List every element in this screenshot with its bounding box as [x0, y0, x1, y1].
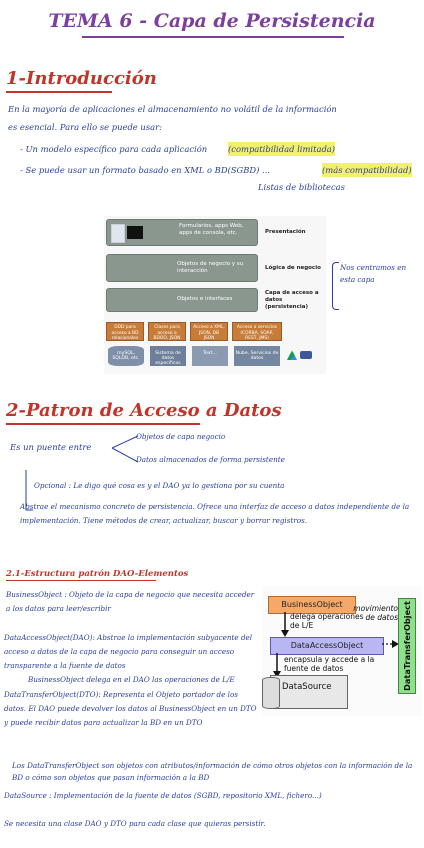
item-dto-note: Los DataTransferObject son objetos con atributos/información de cómo otros objetos con la información de la BD o cómo son objetos que pasan información a la BD	[12, 761, 413, 782]
layer-presentation	[106, 219, 258, 246]
layer-persistence	[106, 288, 258, 312]
store-sql: mySQL, SQLDB, etc.	[108, 346, 144, 366]
section2-underline	[6, 423, 200, 425]
page-title: TEMA 6 - Capa de Persistencia	[48, 10, 376, 32]
item-data-source: DataSource : Implementación de la fuente de datos (SGBD, repositorio XML, fichero...)	[4, 791, 322, 800]
item-conclusion: Se necesita una clase DAO y DTO para cada clase que quieras persistir.	[4, 819, 266, 828]
title-underline	[82, 36, 344, 38]
optional-note-1: Opcional : Le digo qué cosa es y el DAO ya lo gestiona por su cuenta	[34, 481, 285, 490]
access-box-3: Acceso a XML, JSON, DB JSON	[190, 322, 228, 341]
screen-icon	[111, 224, 125, 243]
store-cloud: Nube, Servicios de datos	[234, 346, 280, 366]
optional-note-2: Abstrae el mecanismo concreto de persistencia. Ofrece una interfaz de acceso a datos independiente de la implementación. Tiene métodos de crear, actualizar, buscar y borrar registros.	[20, 502, 410, 525]
data-transfer-object-box	[398, 598, 416, 694]
access-box-1: DDD para acceso a BD relacionales	[106, 322, 144, 341]
dto-label: DataTransferObject	[402, 601, 412, 691]
section21-heading: 2.1-Estructura patrón DAO-Elementos	[6, 569, 189, 579]
intro-note-2: (más compatibilidad)	[322, 165, 412, 175]
data-source-label: DataSource	[282, 682, 332, 692]
database-icon	[262, 677, 280, 709]
section2-heading: 2-Patron de Acceso a Datos	[6, 400, 282, 421]
layer-persistence-text: Objetos e interfaces	[177, 296, 233, 302]
business-object-box: BusinessObject	[268, 596, 356, 614]
intro-bullet-1: - Un modelo específico para cada aplicación	[20, 144, 208, 154]
es-puente-text: Es un puente entre	[10, 442, 92, 452]
item-data-access-object: DataAccessObject(DAO): Abstrae la implementación subyacente del acceso a datos de la capa de negocio para conseguir un acceso transparente a la fuente de datos	[4, 633, 253, 670]
access-box-4: Acceso a servicios (CORBA, SOAP, REST, JMS)	[232, 322, 282, 341]
section1-underline	[6, 91, 112, 93]
note-brace	[332, 262, 339, 310]
intro-note-1: (compatibilidad limitada)	[228, 144, 336, 154]
data-access-object-box: DataAccessObject	[270, 637, 384, 655]
layer-business-text: Objetos de negocio y su interacción	[177, 261, 244, 274]
intro-bullet-2: - Se puede usar un formato basado en XML o BD(SGBD) ...	[20, 165, 271, 175]
layer-presentation-label: Presentación	[265, 229, 306, 235]
section21-underline	[6, 580, 156, 581]
layer-persistence-label: Capa de acceso a datos (persistencia)	[265, 290, 319, 310]
monitor-icon	[127, 226, 143, 239]
encapsula-label: encapsula y accede a la fuente de datos	[284, 655, 375, 673]
cloud-service-icon	[300, 351, 312, 359]
item-data-transfer-object: DataTransferObject(DTO): Representa el Objeto portador de los datos. El DAO puede devolver los datos al BusinessObject en un DTO y puede recibir datos para actualizar la BD en un DTO	[4, 690, 257, 727]
store-text: Text...	[192, 346, 228, 366]
layer-business	[106, 254, 258, 282]
section1-heading: 1-Introducción	[6, 68, 157, 89]
delega-label: delega operaciones de L/E	[290, 612, 364, 630]
intro-line-2: es esencial. Para ello se puede usar:	[8, 122, 162, 132]
intro-line-1: En la mayoría de aplicaciones el almacenamiento no volátil de la información	[8, 104, 337, 114]
item-business-object: BusinessObject : Objeto de la capa de negocio que necesita acceder a los datos para leer/escribir	[6, 590, 255, 613]
delega-arrow-icon	[280, 612, 290, 638]
access-box-2: Clases para acceso a BDOO, JSON	[148, 322, 186, 341]
layer-business-label: Lógica de negocio	[265, 265, 321, 271]
bridge-data-text: Datos almacenados de forma persistente	[136, 455, 285, 464]
layer-presentation-text: Formularios, apps Web, apps de consola, etc.	[179, 223, 244, 236]
item-delegation: BusinessObject delega en el DAO las operaciones de L/E	[28, 675, 235, 684]
bridge-objects-text: Objetos de capa negocio	[136, 432, 226, 441]
intro-note-3: Listas de bibliotecas	[258, 182, 345, 192]
store-specific: Sistema de datos específicos	[150, 346, 186, 366]
data-source-box	[270, 675, 348, 709]
diagram-note: Nos centramos en esta capa	[340, 263, 407, 284]
movimiento-label: movimiento de datos	[353, 604, 398, 622]
